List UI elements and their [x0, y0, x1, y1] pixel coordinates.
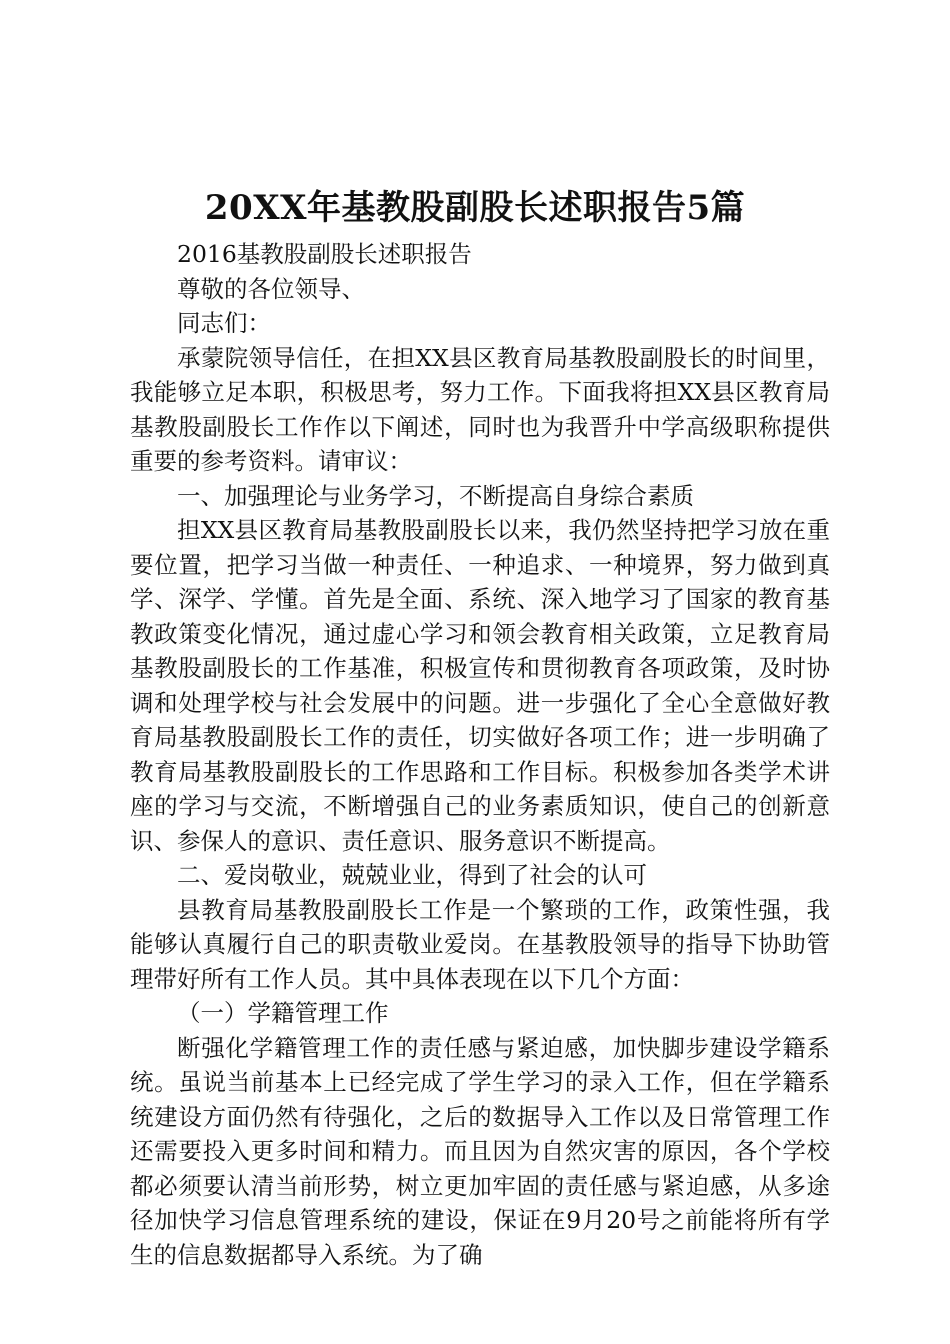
paragraph-salutation: 尊敬的各位领导、	[177, 274, 365, 303]
paragraph-subsection-1: 断强化学籍管理工作的责任感与紧迫感，加快脚步建设学籍系统。虽说当前基本上已经完成了学生学习的录入工作，但在学籍系统建设方面仍然有待强化，之后的数据导入工作以及日常管理工作还需要投入更多时间和精力。而且因为自然灾害的原因，各个学校都必须要认清当前形势，树立更加牢固的责任感与紧迫感，从多途径加快学习信息管理系统的建设，保证在9月20号之前能将所有学生的信息数据都导入系统。为了确	[130, 1033, 830, 1269]
section-heading-1: 一、加强理论与业务学习，不断提高自身综合素质	[177, 481, 694, 510]
section-heading-2: 二、爱岗敬业，兢兢业业，得到了社会的认可	[177, 861, 647, 889]
paragraph-salutation-2: 同志们：	[177, 309, 271, 337]
paragraph-intro: 承蒙院领导信任，在担XX县区教育局基教股副股长的时间里，我能够立足本职，积极思考，努力工作。下面我将担XX县区教育局基教股副股长工作作以下阐述，同时也为我晋升中学高级职称提供重要的参考资料。请审议：	[130, 343, 830, 475]
paragraph-section-1: 担XX县区教育局基教股副股长以来，我仍然坚持把学习放在重要位置，把学习当做一种责任、一种追求、一种境界，努力做到真学、深学、学懂。首先是全面、系统、深入地学习了国家的教育基教政策变化情况，通过虚心学习和领会教育相关政策，立足教育局基教股副股长的工作基准，积极宣传和贯彻教育各项政策，及时协调和处理学校与社会发展中的问题。进一步强化了全心全意做好教育局基教股副股长工作的责任，切实做好各项工作；进一步明确了教育局基教股副股长的工作思路和工作目标。积极参加各类学术讲座的学习与交流，不断增强自己的业务素质知识，使自己的创新意识、参保人的意识、责任意识、服务意识不断提高。	[130, 516, 830, 855]
document-title: 20XX年基教股副股长述职报告5篇	[204, 188, 746, 228]
subsection-heading-1: （一）学籍管理工作	[177, 999, 389, 1027]
paragraph-section-2: 县教育局基教股副股长工作是一个繁琐的工作，政策性强，我能够认真履行自己的职责敬业爱岗。在基教股领导的指导下协助管理带好所有工作人员。其中具体表现在以下几个方面：	[130, 895, 830, 993]
paragraph-subtitle: 2016基教股副股长述职报告	[177, 240, 472, 268]
document-body	[130, 237, 830, 1272]
